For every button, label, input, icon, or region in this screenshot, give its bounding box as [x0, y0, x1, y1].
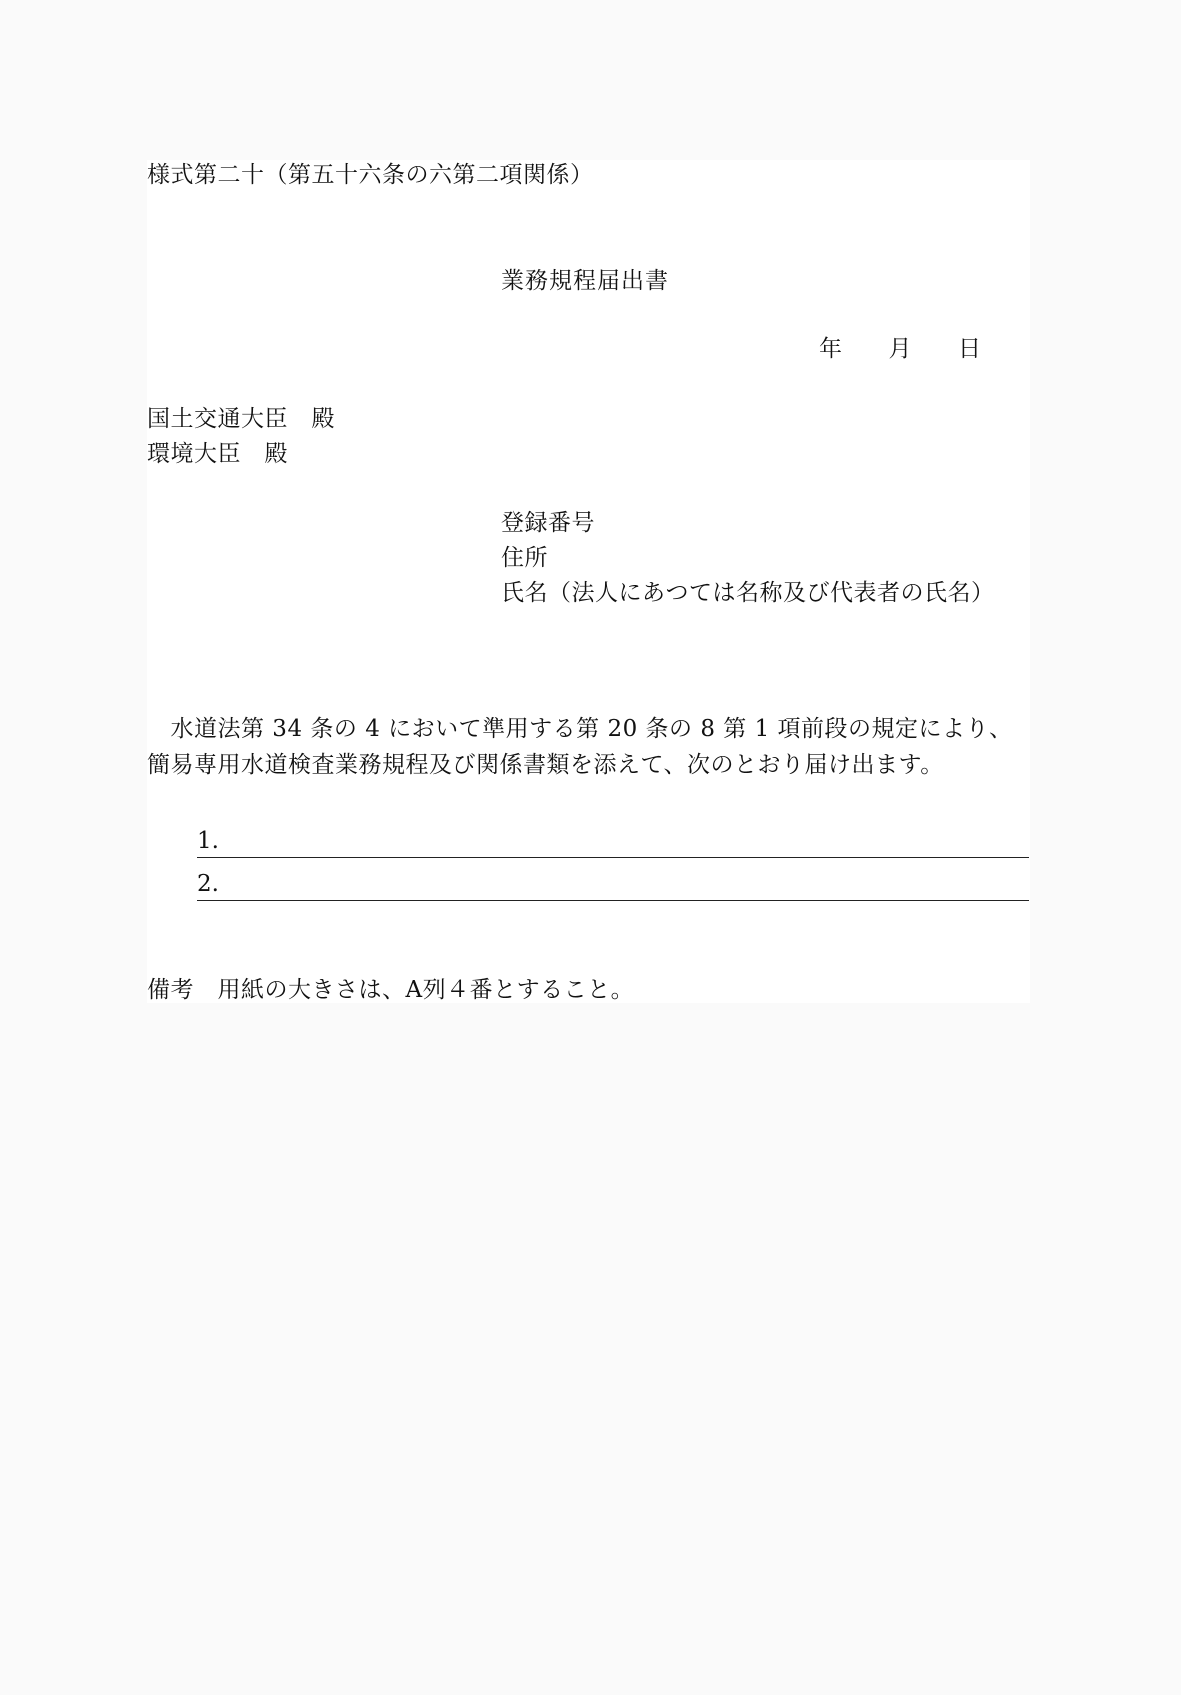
form-sheet [147, 160, 1030, 1003]
date-line [819, 334, 982, 364]
date-day-label: 日 [958, 336, 982, 362]
addressee-minister-environment: 環境大臣 殿 [147, 441, 288, 467]
date-year-label: 年 [819, 336, 843, 362]
name-label: 氏名（法人にあつては名称及び代表者の氏名） [501, 580, 995, 606]
addressee-minister-land: 国土交通大臣 殿 [147, 406, 335, 432]
form-number-label: 様式第二十（第五十六条の六第二項関係） [147, 162, 594, 188]
address-label: 住所 [501, 545, 548, 571]
registration-number-label: 登録番号 [501, 510, 595, 536]
body-text-line: 簡易専用水道検査業務規程及び関係書類を添えて、次のとおり届け出ます。 [147, 752, 944, 778]
list-item [197, 868, 1029, 901]
list-item-number: 1. [197, 828, 219, 854]
list-item [197, 825, 1029, 858]
document-title: 業務規程届出書 [501, 268, 669, 294]
remarks-note: 備考 用紙の大きさは、A列４番とすること。 [147, 977, 635, 1003]
date-month-label: 月 [888, 336, 912, 362]
list-item-number: 2. [197, 871, 219, 897]
body-text-line: 水道法第 34 条の 4 において準用する第 20 条の 8 第 1 項前段の規定により、 [147, 716, 1013, 742]
